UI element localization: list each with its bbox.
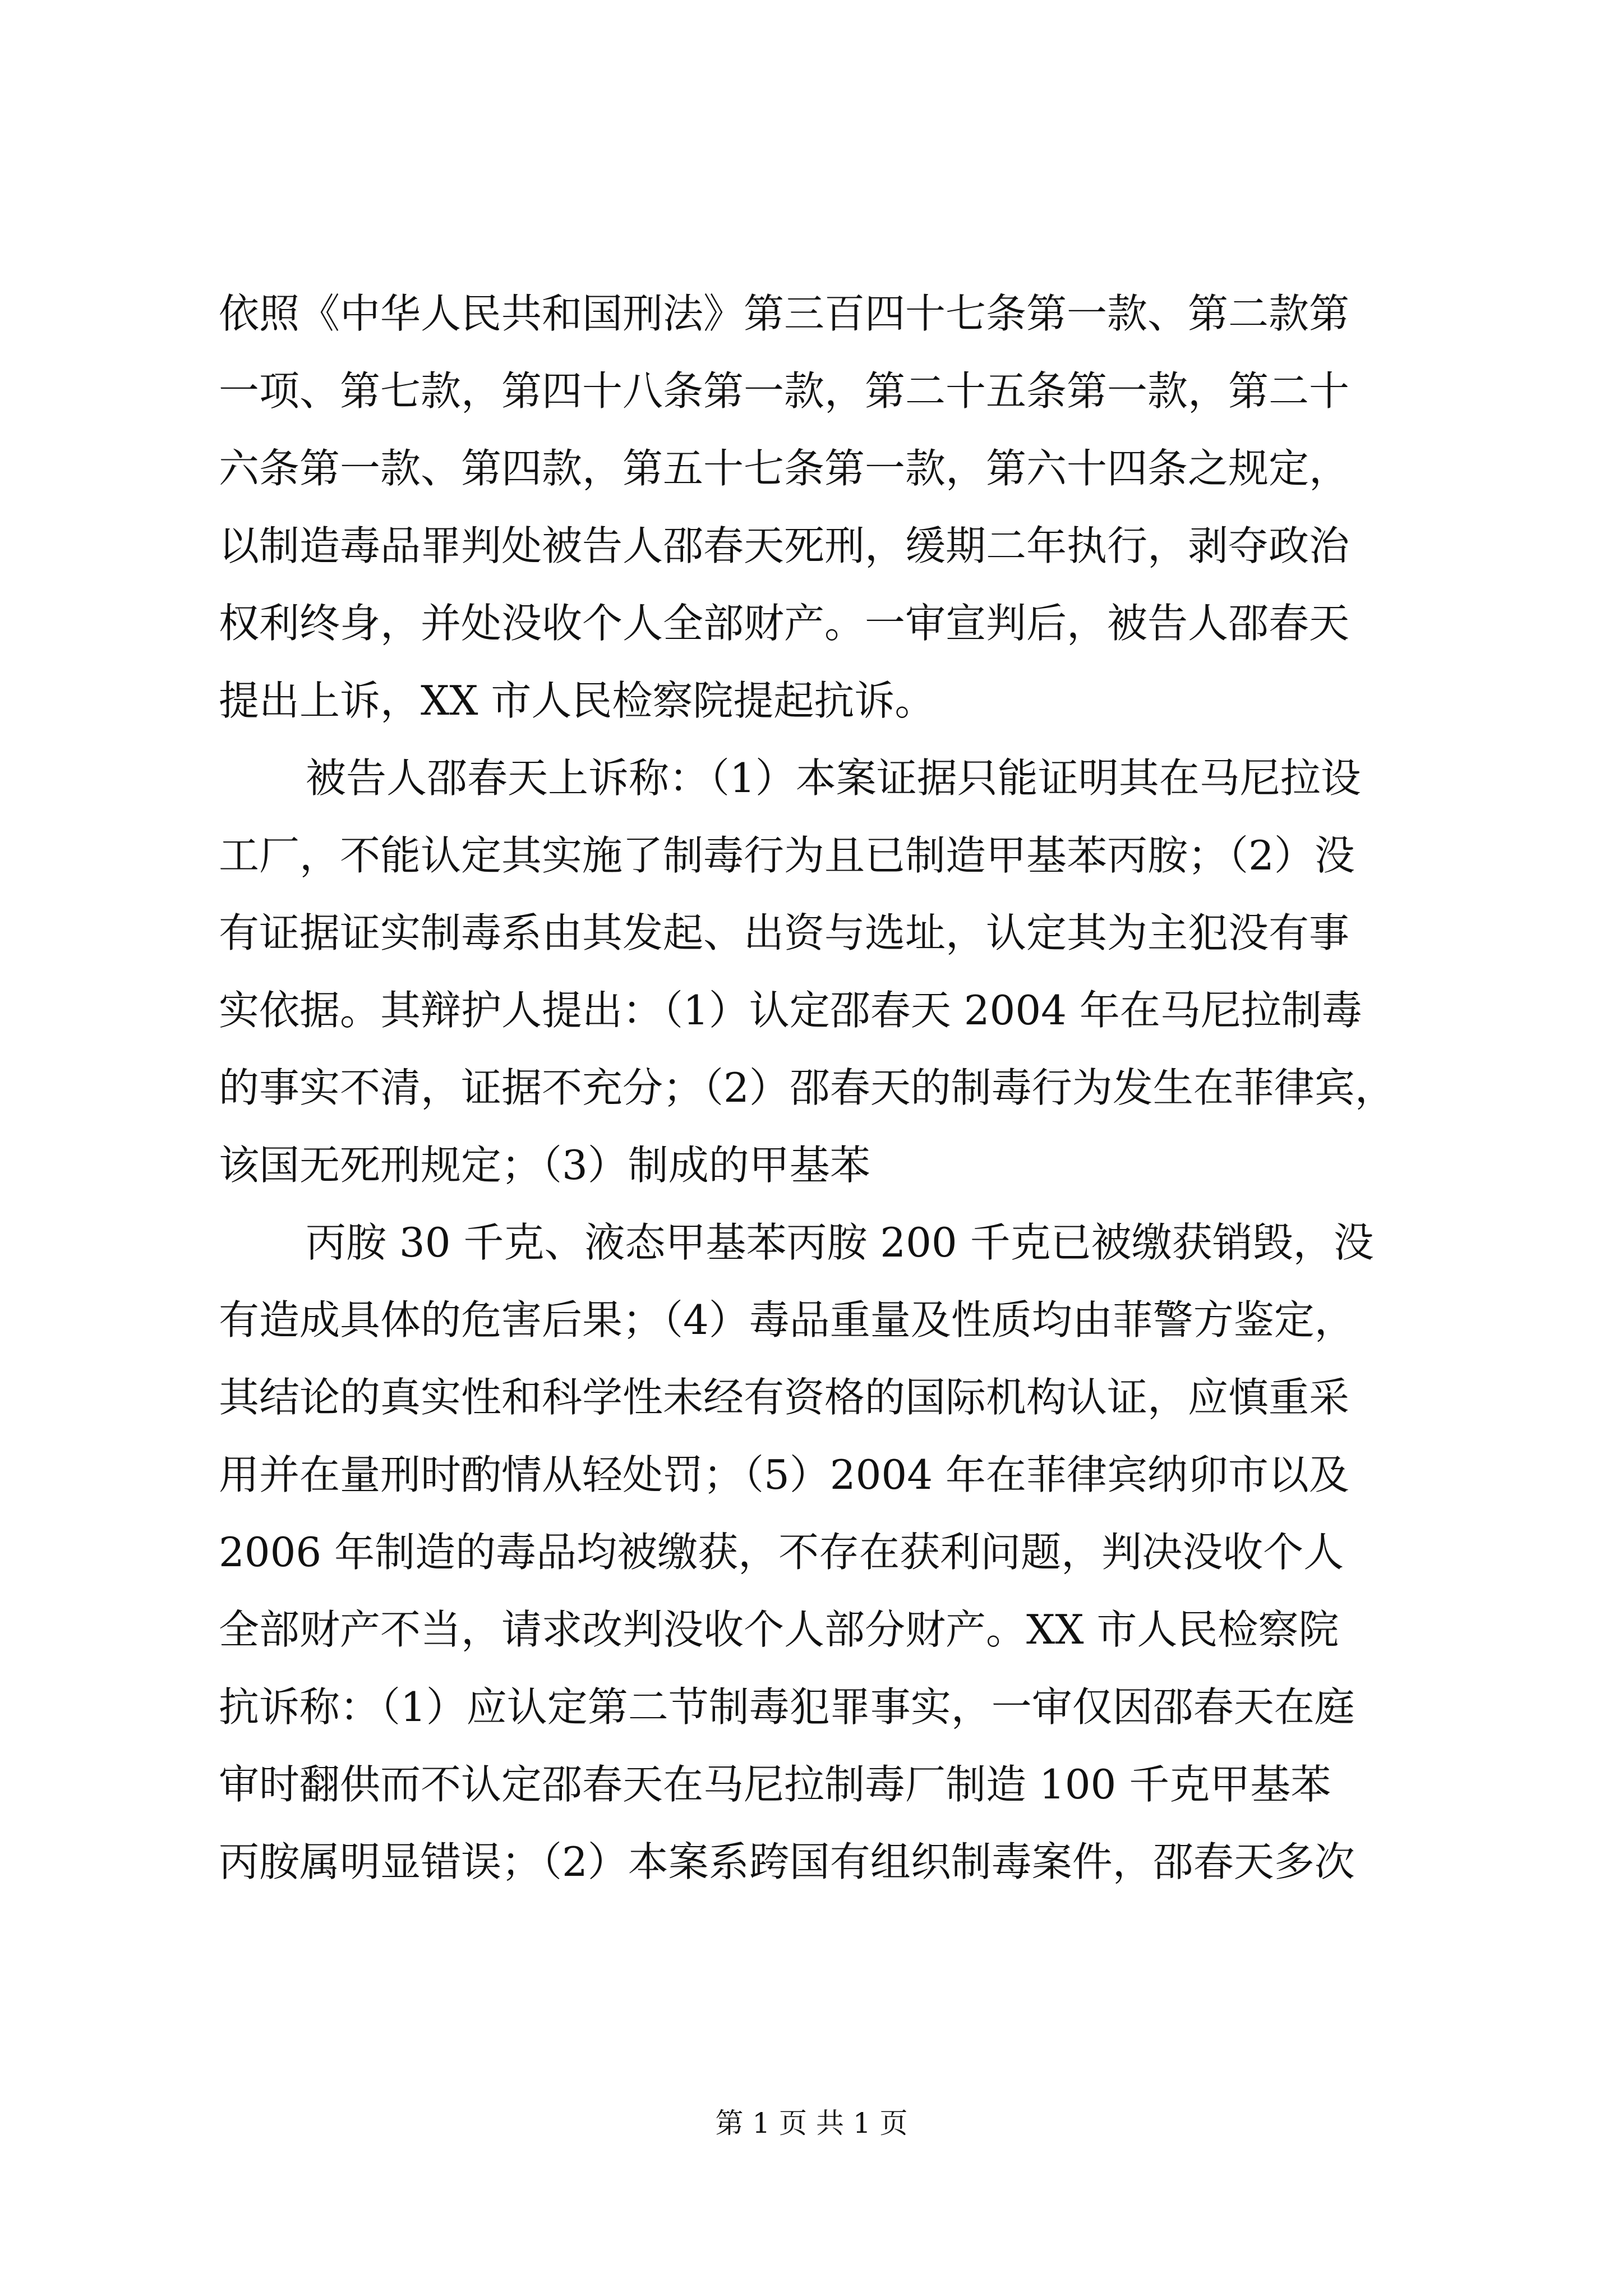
page-number-footer: 第 1 页 共 1 页 — [715, 2107, 908, 2139]
text-line: 的事实不清，证据不充分；（2）邵春天的制毒行为发生在菲律宾， — [219, 1064, 1395, 1111]
text-line: 该国无死刑规定；（3）制成的甲基苯 — [219, 1142, 870, 1189]
text-line: 实依据。其辩护人提出：（1）认定邵春天 2004 年在马尼拉制毒 — [219, 987, 1362, 1034]
text-line: 工厂，不能认定其实施了制毒行为且已制造甲基苯丙胺；（2）没 — [219, 832, 1355, 879]
text-line-paragraph-start: 被告人邵春天上诉称：（1）本案证据只能证明其在马尼拉设 — [306, 754, 1361, 802]
text-line: 有证据证实制毒系由其发起、出资与选址，认定其为主犯没有事 — [219, 909, 1350, 956]
text-line: 其结论的真实性和科学性未经有资格的国际机构认证，应慎重采 — [219, 1374, 1350, 1421]
body-text — [219, 275, 1441, 1901]
text-line: 提出上诉，XX 市人民检察院提起抗诉。 — [219, 677, 935, 724]
text-line-paragraph-start: 丙胺 30 千克、液态甲基苯丙胺 200 千克已被缴获销毁，没 — [306, 1219, 1374, 1266]
text-line: 一项、第七款，第四十八条第一款，第二十五条第一款，第二十 — [219, 367, 1350, 415]
text-line: 抗诉称：（1）应认定第二节制毒犯罪事实，一审仅因邵春天在庭 — [219, 1683, 1355, 1731]
text-line: 全部财产不当，请求改判没收个人部分财产。XX 市人民检察院 — [219, 1606, 1339, 1653]
text-line: 依照《中华人民共和国刑法》第三百四十七条第一款、第二款第 — [219, 290, 1350, 337]
text-line: 有造成具体的危害后果；（4）毒品重量及性质均由菲警方鉴定， — [219, 1296, 1355, 1343]
text-line: 用并在量刑时酌情从轻处罚；（5）2004 年在菲律宾纳卯市以及 — [219, 1451, 1349, 1498]
text-line: 权利终身，并处没收个人全部财产。一审宣判后，被告人邵春天 — [219, 600, 1350, 647]
text-line: 丙胺属明显错误；（2）本案系跨国有组织制毒案件，邵春天多次 — [219, 1838, 1355, 1885]
text-line: 六条第一款、第四款，第五十七条第一款，第六十四条之规定， — [219, 445, 1350, 492]
text-line: 2006 年制造的毒品均被缴获，不存在获利问题，判决没收个人 — [219, 1529, 1344, 1576]
text-line: 以制造毒品罪判处被告人邵春天死刑，缓期二年执行，剥夺政治 — [219, 522, 1350, 569]
text-line: 审时翻供而不认定邵春天在马尼拉制毒厂制造 100 千克甲基苯 — [219, 1761, 1331, 1808]
